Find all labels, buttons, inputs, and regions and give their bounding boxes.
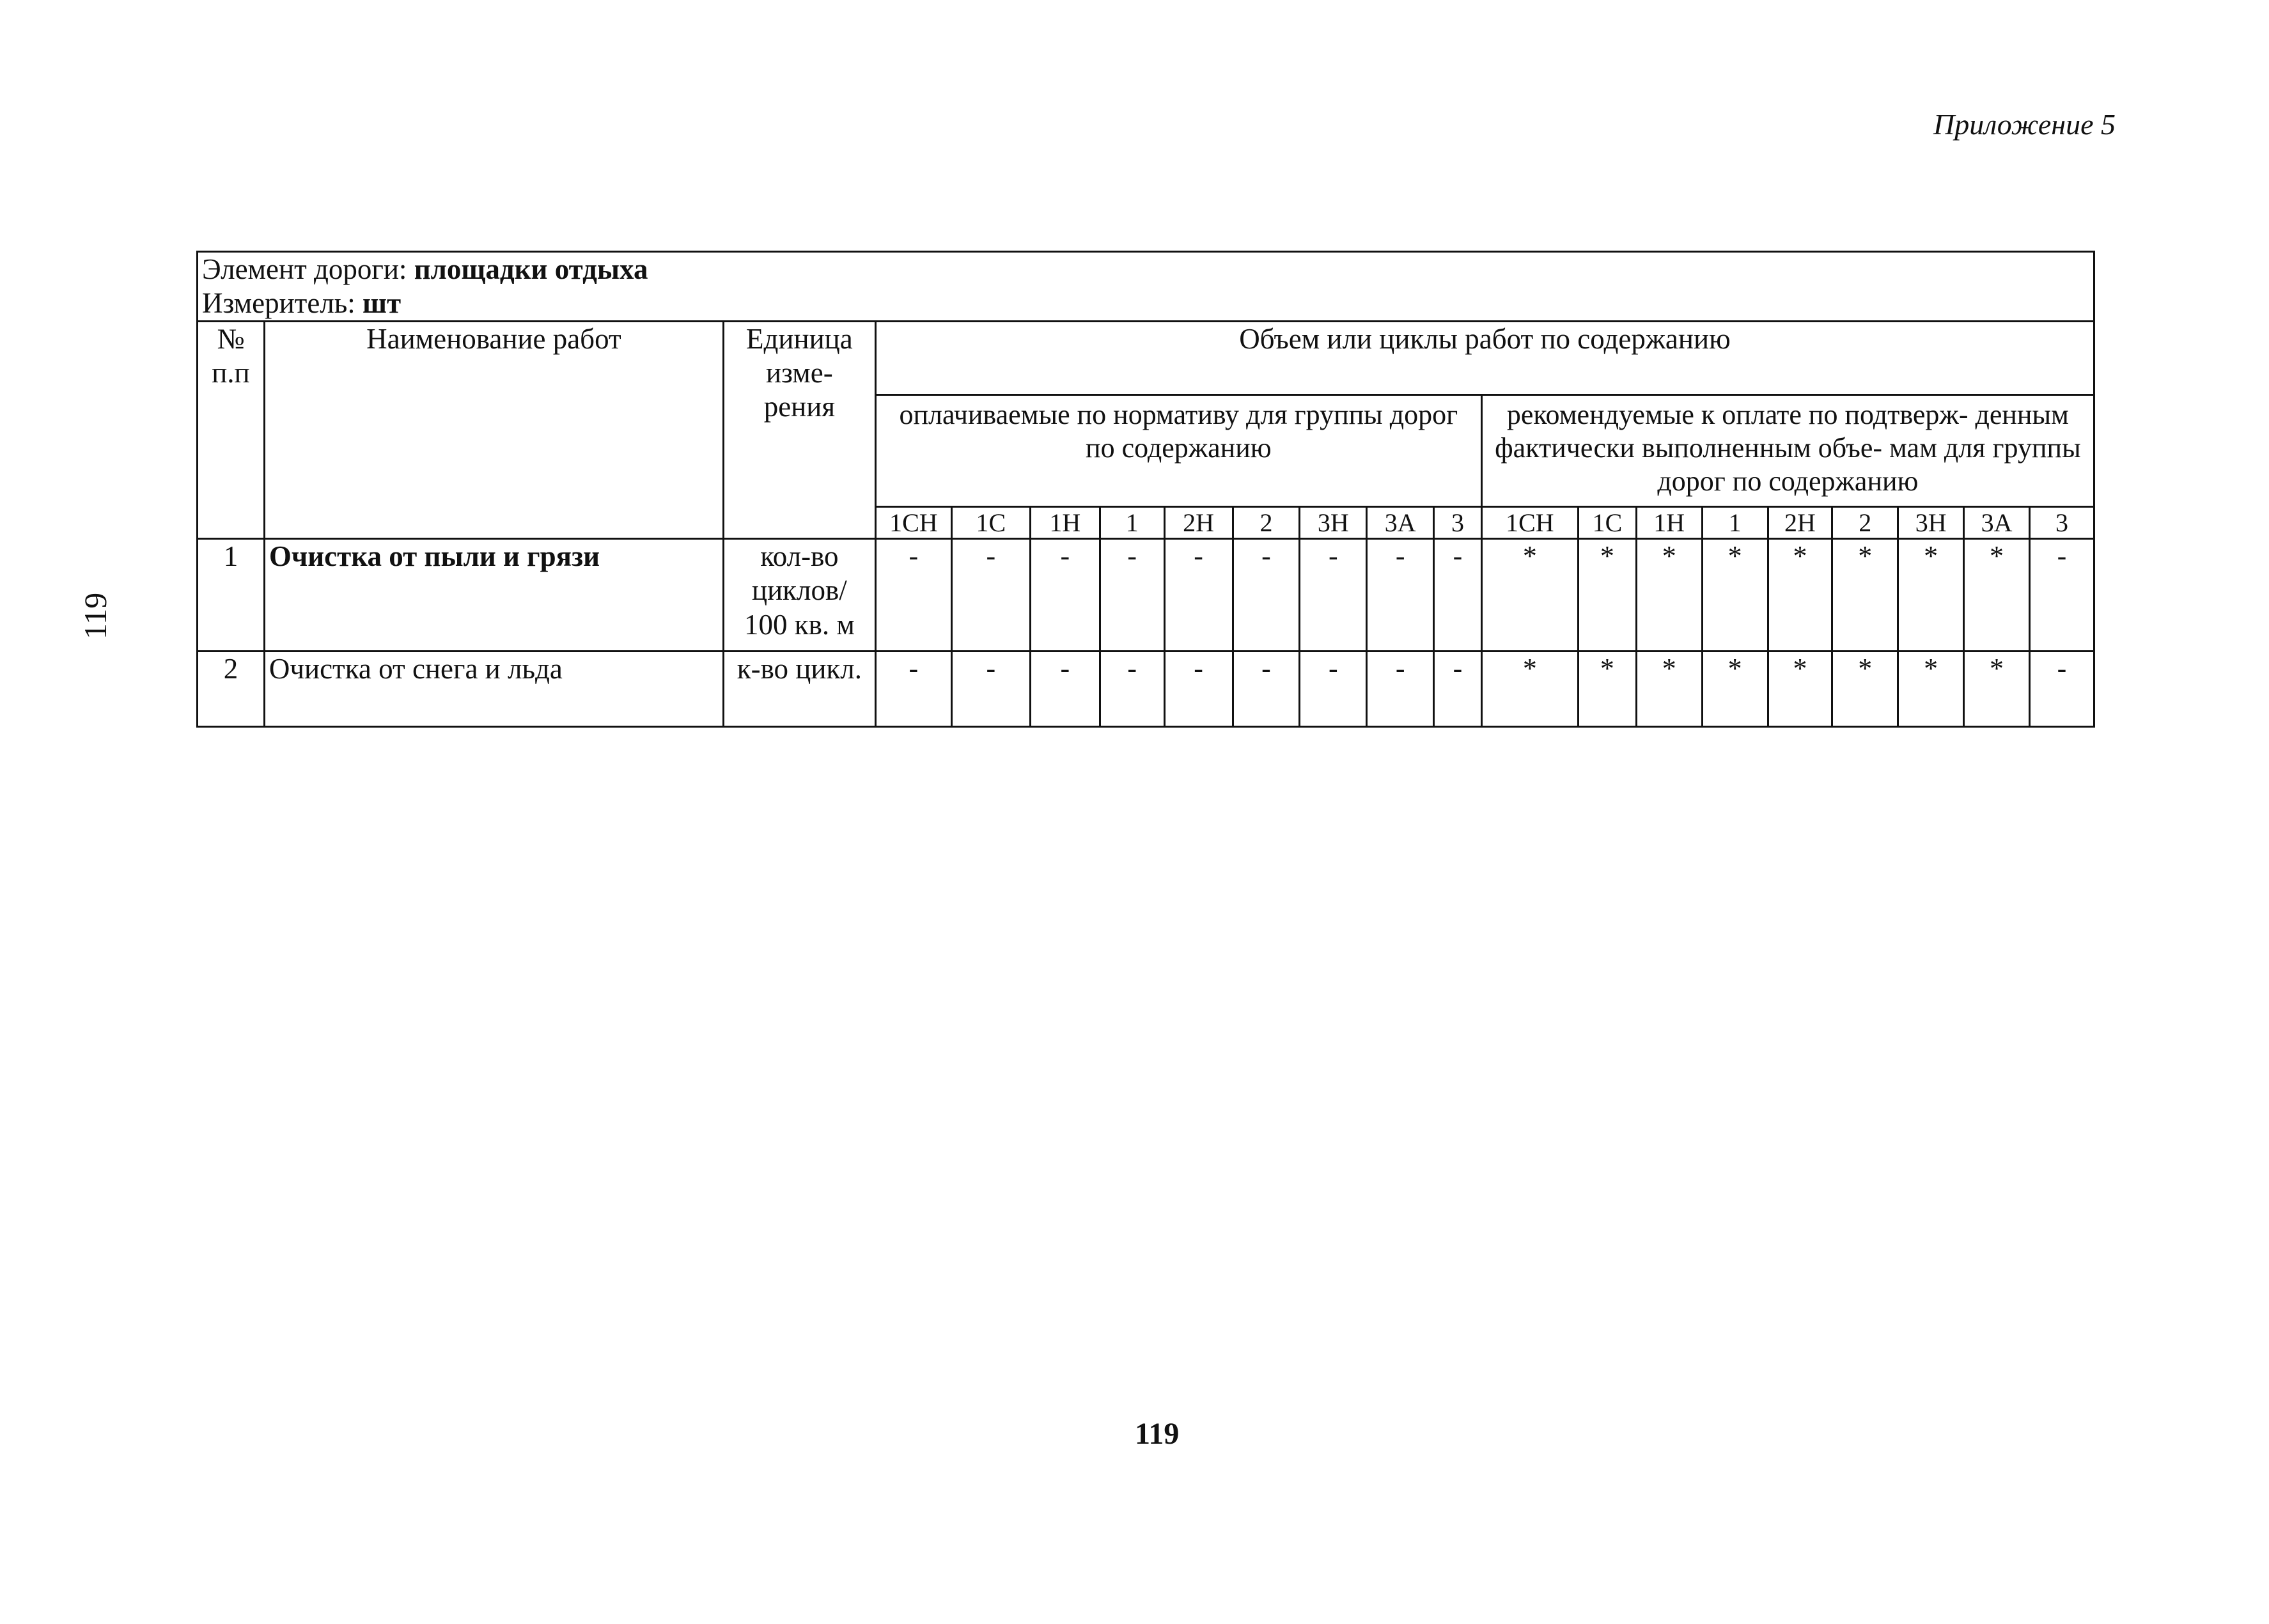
recommended-value: * xyxy=(1832,652,1898,727)
paid-value: - xyxy=(1030,539,1100,652)
paid-value: - xyxy=(1233,652,1300,727)
recommended-value: * xyxy=(1768,539,1832,652)
paid-code: 1 xyxy=(1100,507,1164,539)
recommended-value: * xyxy=(1898,539,1964,652)
element-label: Элемент дороги: xyxy=(202,253,407,285)
recommended-value: * xyxy=(1636,539,1702,652)
meter-label: Измеритель: xyxy=(202,287,355,320)
paid-code: 1СН xyxy=(875,507,951,539)
table-row xyxy=(198,652,2094,727)
recommended-value: * xyxy=(1636,652,1702,727)
recommended-code: 1СН xyxy=(1481,507,1578,539)
paid-value: - xyxy=(1164,652,1233,727)
recommended-value: * xyxy=(1898,652,1964,727)
paid-value: - xyxy=(1233,539,1300,652)
row-num: 2 xyxy=(198,652,265,727)
paid-value: - xyxy=(875,539,951,652)
recommended-code: 1С xyxy=(1579,507,1637,539)
header-paid: оплачиваемые по нормативу для группы дорог по содержанию xyxy=(875,395,1481,507)
recommended-code: 1 xyxy=(1702,507,1768,539)
recommended-value: - xyxy=(2029,539,2094,652)
recommended-value: * xyxy=(1481,652,1578,727)
paid-value: - xyxy=(1434,539,1482,652)
row-unit: к-во цикл. xyxy=(723,652,875,727)
header-unit: Единица изме- рения xyxy=(723,322,875,539)
recommended-value: * xyxy=(1832,539,1898,652)
recommended-value: - xyxy=(2029,652,2094,727)
paid-value: - xyxy=(1030,652,1100,727)
header-volume: Объем или циклы работ по содержанию xyxy=(875,322,2094,395)
paid-code: 2 xyxy=(1233,507,1300,539)
element-line xyxy=(202,253,2089,286)
paid-value: - xyxy=(1300,652,1367,727)
recommended-value: * xyxy=(1964,539,2030,652)
paid-value: - xyxy=(1100,539,1164,652)
recommended-value: * xyxy=(1964,652,2030,727)
recommended-code: 3А xyxy=(1964,507,2030,539)
works-table xyxy=(196,251,2095,728)
row-num: 1 xyxy=(198,539,265,652)
paid-code: 2Н xyxy=(1164,507,1233,539)
paid-code: 1С xyxy=(951,507,1030,539)
paid-code: 3Н xyxy=(1300,507,1367,539)
row-unit: кол-во циклов/ 100 кв. м xyxy=(723,539,875,652)
recommended-value: * xyxy=(1579,539,1637,652)
paid-value: - xyxy=(1434,652,1482,727)
appendix-label: Приложение 5 xyxy=(1933,108,2116,141)
recommended-code: 3 xyxy=(2029,507,2094,539)
recommended-value: * xyxy=(1702,652,1768,727)
header-name: Наименование работ xyxy=(264,322,723,539)
recommended-value: * xyxy=(1768,652,1832,727)
recommended-value: * xyxy=(1481,539,1578,652)
recommended-code: 1Н xyxy=(1636,507,1702,539)
margin-page-number: 119 xyxy=(77,592,113,639)
paid-value: - xyxy=(951,652,1030,727)
paid-value: - xyxy=(1164,539,1233,652)
paid-value: - xyxy=(1367,652,1434,727)
paid-value: - xyxy=(1100,652,1164,727)
recommended-code: 2 xyxy=(1832,507,1898,539)
paid-code: 3А xyxy=(1367,507,1434,539)
meter-line xyxy=(202,286,2089,320)
header-num: № п.п xyxy=(198,322,265,539)
header-recommended: рекомендуемые к оплате по подтверж- денным фактически выполненным объе- мам для группы дорог по содержанию xyxy=(1481,395,2094,507)
paid-value: - xyxy=(1367,539,1434,652)
paid-code: 1Н xyxy=(1030,507,1100,539)
row-name: Очистка от пыли и грязи xyxy=(264,539,723,652)
paid-value: - xyxy=(875,652,951,727)
page-number: 119 xyxy=(1135,1417,1180,1451)
element-value: площадки отдыха xyxy=(414,253,648,285)
paid-value: - xyxy=(951,539,1030,652)
row-name: Очистка от снега и льда xyxy=(264,652,723,727)
paid-code: 3 xyxy=(1434,507,1482,539)
recommended-value: * xyxy=(1579,652,1637,727)
recommended-code: 2Н xyxy=(1768,507,1832,539)
recommended-code: 3Н xyxy=(1898,507,1964,539)
paid-value: - xyxy=(1300,539,1367,652)
recommended-value: * xyxy=(1702,539,1768,652)
table-caption xyxy=(198,252,2094,322)
meter-value: шт xyxy=(363,287,402,320)
table-row xyxy=(198,539,2094,652)
